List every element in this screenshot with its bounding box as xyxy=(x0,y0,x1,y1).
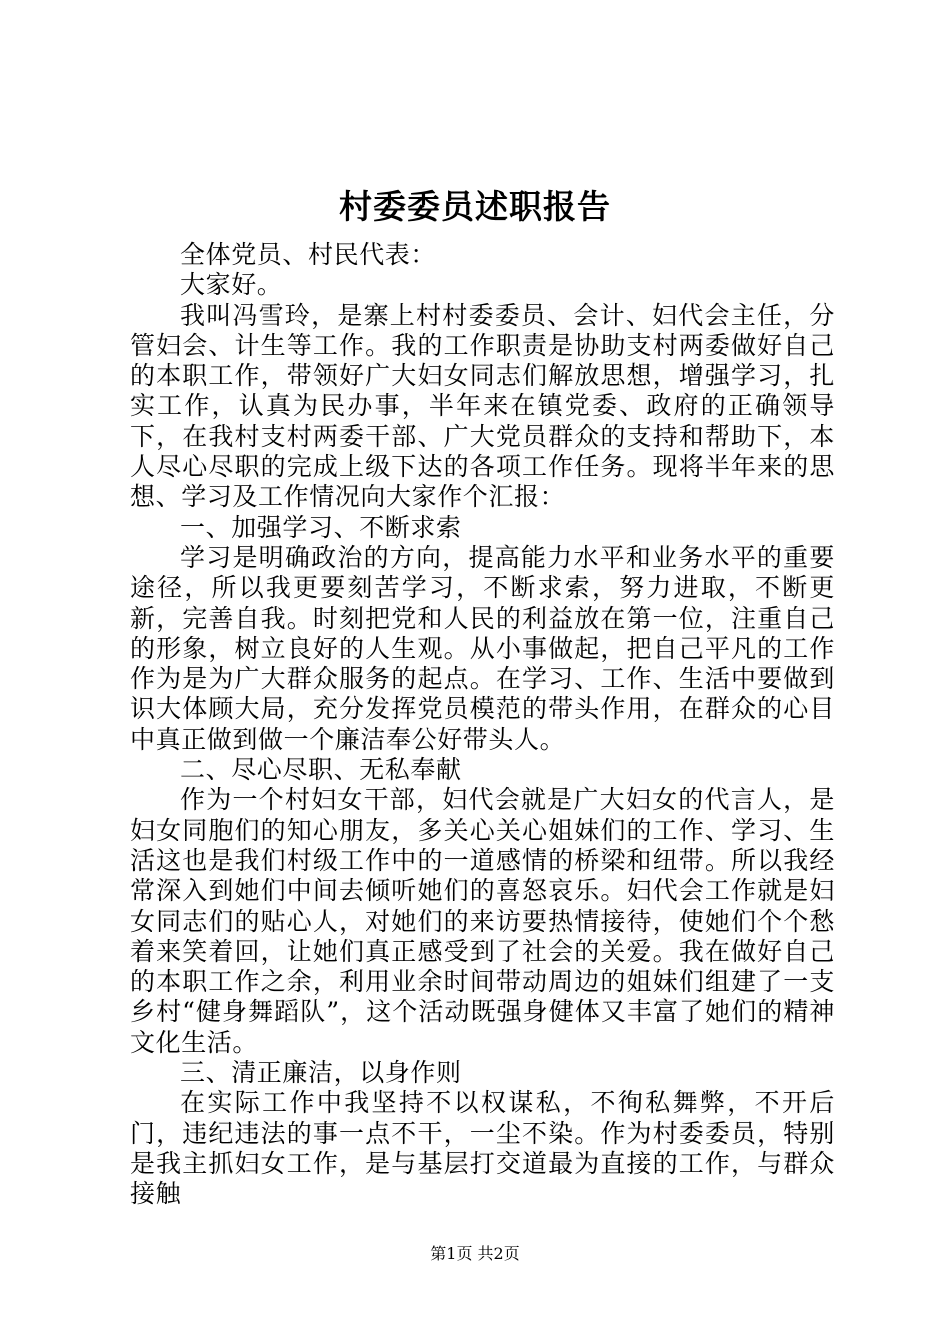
section-paragraph-1: 学习是明确政治的方向，提高能力水平和业务水平的重要途径，所以我更要刻苦学习，不断求索，努力进取，不断更新，完善自我。时刻把党和人民的利益放在第一位，注重自己的形象，树立良好的人生观。从小事做起，把自己平凡的工作作为是为广大群众服务的起点。在学习、工作、生活中要做到识大体顾大局，充分发挥党员模范的带头作用，在群众的心目中真正做到做一个廉洁奉公好带头人。 xyxy=(130,542,835,754)
salutation: 全体党员、村民代表： xyxy=(180,240,437,269)
section-heading-2: 二、尽心尽职、无私奉献 xyxy=(180,755,462,785)
greeting: 大家好。 xyxy=(180,270,283,300)
intro-paragraph: 我叫冯雪玲，是寨上村村委委员、会计、妇代会主任，分管妇会、计生等工作。我的工作职责是协助支村两委做好自己的本职工作，带领好广大妇女同志们解放思想，增强学习，扎实工作，认真为民办事，半年来在镇党委、政府的正确领导下，在我村支村两委干部、广大党员群众的支持和帮助下，本人尽心尽职的完成上级下达的各项工作任务。现将半年来的思想、学习及工作情况向大家作个汇报： xyxy=(130,300,835,512)
page-footer: 第1页 共2页 xyxy=(430,1244,520,1263)
document-body xyxy=(130,240,835,1210)
section-heading-1: 一、加强学习、不断求索 xyxy=(180,512,462,542)
section-heading-3: 三、清正廉洁，以身作则 xyxy=(180,1058,462,1088)
document-title: 村委委员述职报告 xyxy=(339,187,611,226)
section-paragraph-3: 在实际工作中我坚持不以权谋私，不徇私舞弊，不开后门，违纪违法的事一点不干，一尘不染。作为村委委员，特别是我主抓妇女工作，是与基层打交道最为直接的工作，与群众接触 xyxy=(130,1088,835,1209)
section-paragraph-2: 作为一个村妇女干部，妇代会就是广大妇女的代言人，是妇女同胞们的知心朋友，多关心关心姐妹们的工作、学习、生活这也是我们村级工作中的一道感情的桥梁和纽带。所以我经常深入到她们中间去倾听她们的喜怒哀乐。妇代会工作就是妇女同志们的贴心人，对她们的来访要热情接待，使她们个个愁着来笑着回，让她们真正感受到了社会的关爱。我在做好自己的本职工作之余，利用业余时间带动周边的姐妹们组建了一支乡村“健身舞蹈队”，这个活动既强身健体又丰富了她们的精神文化生活。 xyxy=(130,785,835,1057)
